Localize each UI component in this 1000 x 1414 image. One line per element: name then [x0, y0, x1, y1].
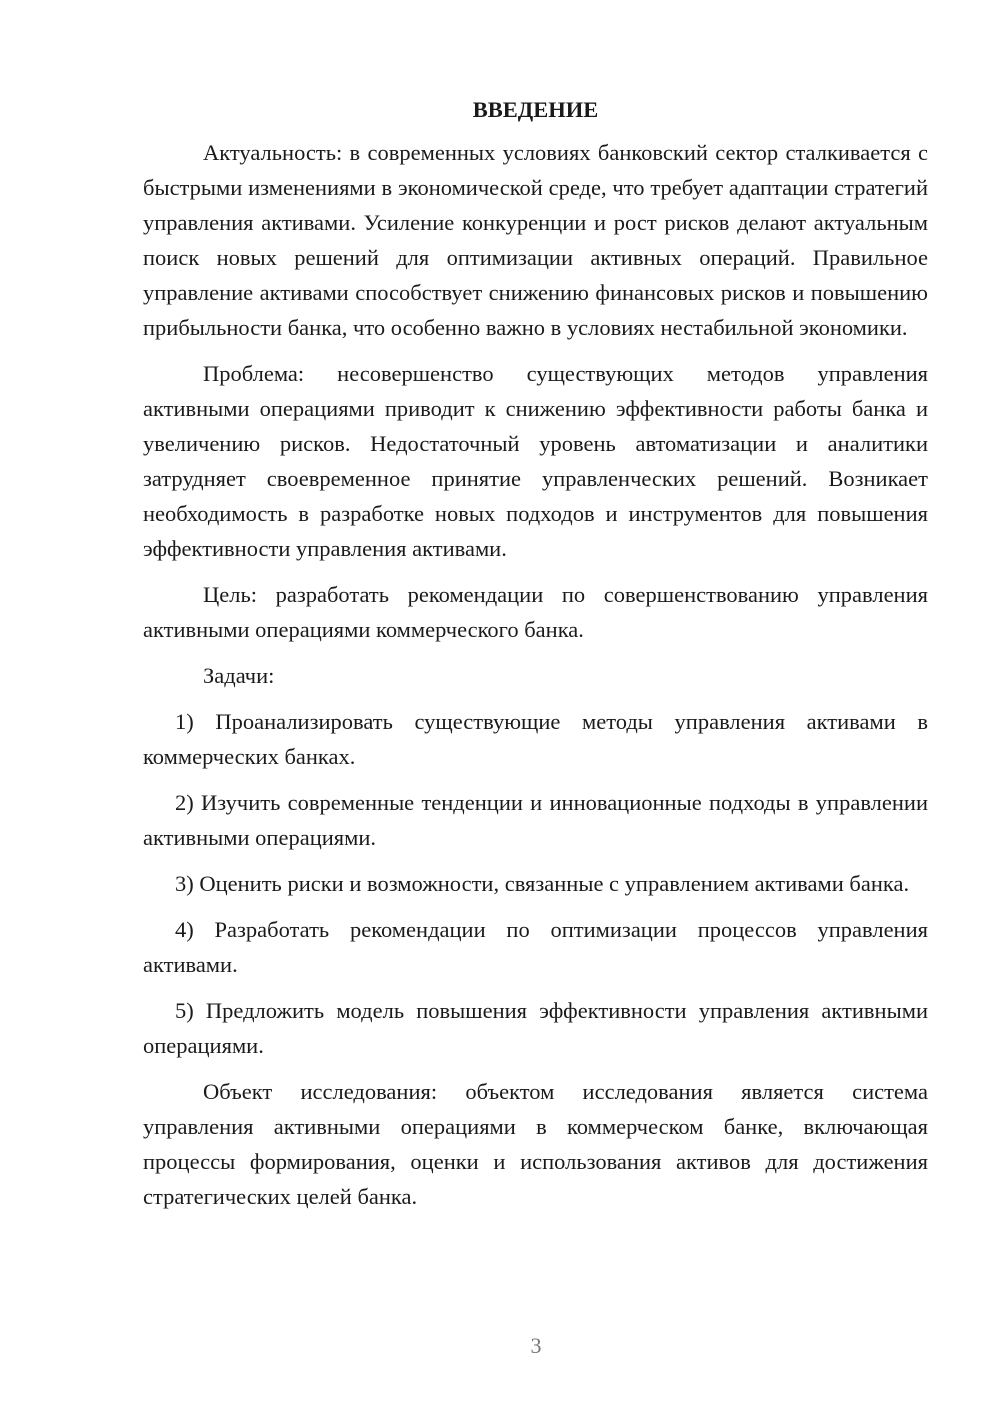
task-item-1: 1) Проанализировать существующие методы управления активами в коммерческих банках.	[143, 709, 928, 769]
tasks-label: Задачи:	[203, 663, 275, 688]
relevance-paragraph: Актуальность: в современных условиях банковский сектор сталкивается с быстрыми изменениями в экономической среде, что требует адаптации стратегий управления активами. Усиление конкуренции и рост рисков делают актуальным поиск новых решений для оптимизации активных операций. Правильное управление активами способствует снижению финансовых рисков и повышению прибыльности банка, что особенно важно в условиях нестабильной экономики.	[143, 140, 928, 340]
task-item-2: 2) Изучить современные тенденции и инновационные подходы в управлении активными операциями.	[143, 790, 928, 850]
goal-paragraph: Цель: разработать рекомендации по совершенствованию управления активными операциями коммерческого банка.	[143, 582, 928, 642]
document-page	[143, 92, 928, 1225]
problem-paragraph: Проблема: несовершенство существующих методов управления активными операциями приводит к снижению эффективности работы банка и увеличению рисков. Недостаточный уровень автоматизации и аналитики затрудняет своевременное принятие управленческих решений. Возникает необходимость в разработке новых подходов и инструментов для повышения эффективности управления активами.	[143, 361, 928, 561]
research-object-paragraph: Объект исследования: объектом исследования является система управления активными операциями в коммерческом банке, включающая процессы формирования, оценки и использования активов для достижения стратегических целей банка.	[143, 1079, 928, 1209]
task-item-4: 4) Разработать рекомендации по оптимизации процессов управления активами.	[143, 917, 928, 977]
task-item-5: 5) Предложить модель повышения эффективности управления активными операциями.	[143, 998, 928, 1058]
task-item-3: 3) Оценить риски и возможности, связанные с управлением активами банка.	[175, 871, 910, 896]
page-title: ВВЕДЕНИЕ	[472, 97, 599, 122]
page-number: 3	[530, 1333, 542, 1358]
